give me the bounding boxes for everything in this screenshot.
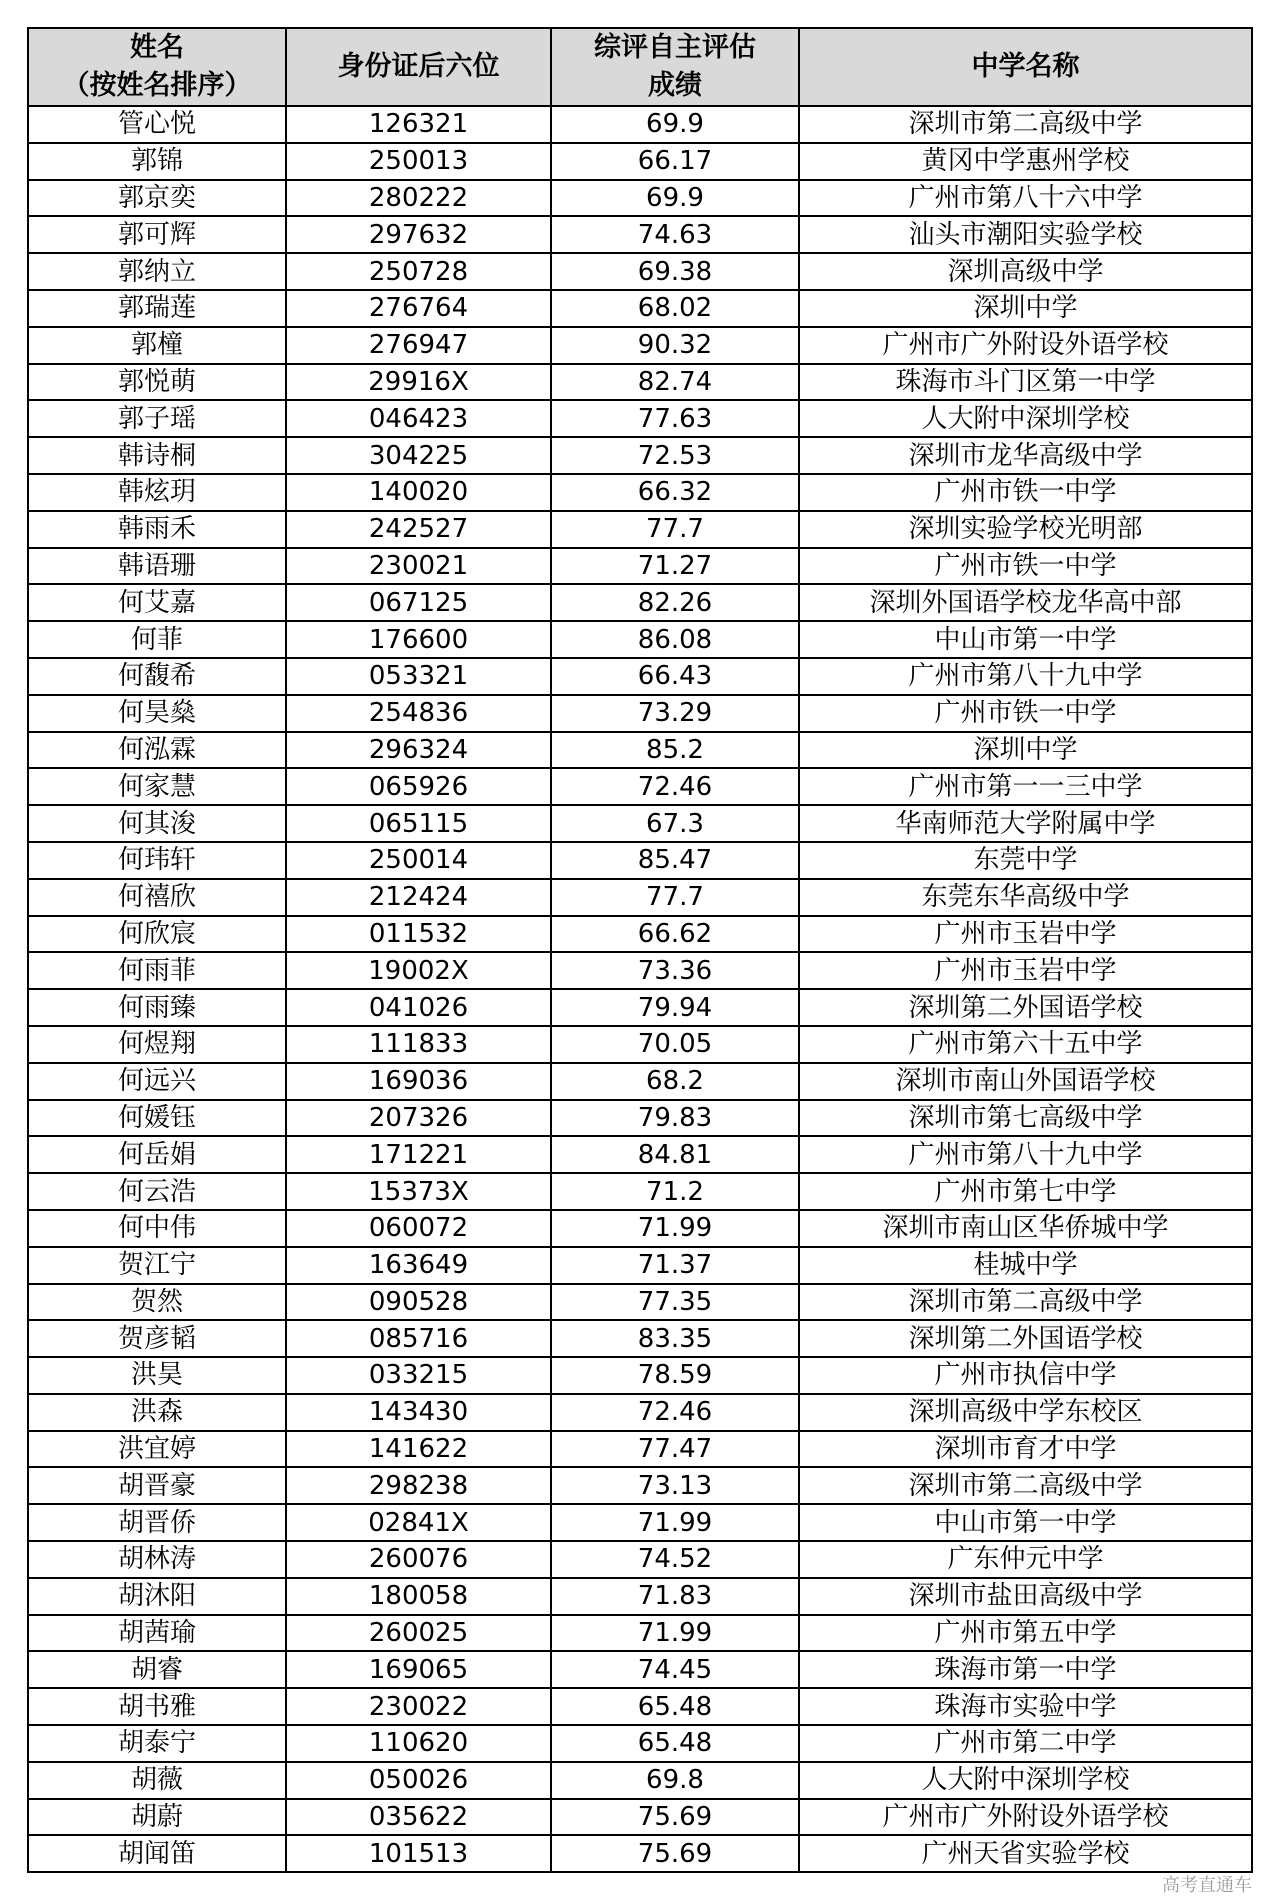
table-row (28, 143, 1252, 180)
header-id: 身份证后六位 (286, 28, 551, 106)
table-row (28, 1799, 1252, 1836)
cell-score: 68.2 (551, 1063, 799, 1100)
cell-score: 90.32 (551, 327, 799, 364)
table-row (28, 879, 1252, 916)
cell-id: 304225 (286, 437, 551, 474)
cell-school: 广州市铁一中学 (799, 548, 1252, 585)
cell-school: 珠海市第一中学 (799, 1651, 1252, 1688)
cell-id: 242527 (286, 511, 551, 548)
cell-score: 72.53 (551, 437, 799, 474)
header-score-line1: 综评自主评估 (594, 32, 756, 63)
cell-id: 011532 (286, 916, 551, 953)
cell-id: 060072 (286, 1210, 551, 1247)
cell-school: 珠海市斗门区第一中学 (799, 364, 1252, 401)
cell-name: 洪宜婷 (28, 1431, 286, 1468)
table-row (28, 989, 1252, 1026)
table-row (28, 732, 1252, 769)
table-row (28, 1063, 1252, 1100)
cell-name: 何远兴 (28, 1063, 286, 1100)
cell-id: 19002X (286, 952, 551, 989)
cell-school: 广州市第八十六中学 (799, 180, 1252, 217)
cell-score: 71.99 (551, 1504, 799, 1541)
table-row (28, 1284, 1252, 1321)
cell-school: 深圳市育才中学 (799, 1431, 1252, 1468)
cell-school: 深圳市第二高级中学 (799, 1467, 1252, 1504)
cell-school: 广州市第一一三中学 (799, 768, 1252, 805)
cell-score: 70.05 (551, 1026, 799, 1063)
cell-name: 胡茜瑜 (28, 1615, 286, 1652)
cell-name: 胡书雅 (28, 1688, 286, 1725)
cell-score: 71.2 (551, 1173, 799, 1210)
cell-id: 260025 (286, 1615, 551, 1652)
cell-id: 090528 (286, 1284, 551, 1321)
cell-score: 79.94 (551, 989, 799, 1026)
cell-name: 胡沐阳 (28, 1578, 286, 1615)
table-row (28, 1541, 1252, 1578)
cell-school: 黄冈中学惠州学校 (799, 143, 1252, 180)
cell-name: 何其浚 (28, 805, 286, 842)
cell-name: 何欣宸 (28, 916, 286, 953)
header-row (28, 28, 1252, 106)
cell-id: 126321 (286, 106, 551, 143)
cell-school: 东莞东华高级中学 (799, 879, 1252, 916)
table-row (28, 1467, 1252, 1504)
header-name-line1: 姓名 (130, 32, 184, 63)
cell-score: 74.52 (551, 1541, 799, 1578)
cell-school: 广州市铁一中学 (799, 695, 1252, 732)
table-row (28, 1688, 1252, 1725)
cell-name: 郭悦萌 (28, 364, 286, 401)
cell-school: 深圳市第二高级中学 (799, 1284, 1252, 1321)
cell-name: 胡薇 (28, 1762, 286, 1799)
cell-id: 02841X (286, 1504, 551, 1541)
cell-score: 82.26 (551, 584, 799, 621)
cell-score: 66.43 (551, 658, 799, 695)
cell-name: 何媛钰 (28, 1100, 286, 1137)
cell-score: 78.59 (551, 1357, 799, 1394)
table-row (28, 1026, 1252, 1063)
table-row (28, 1615, 1252, 1652)
cell-id: 067125 (286, 584, 551, 621)
cell-score: 72.46 (551, 1394, 799, 1431)
cell-score: 73.36 (551, 952, 799, 989)
cell-id: 207326 (286, 1100, 551, 1137)
cell-score: 65.48 (551, 1725, 799, 1762)
cell-name: 胡闻笛 (28, 1835, 286, 1872)
cell-score: 71.83 (551, 1578, 799, 1615)
cell-name: 何岳娟 (28, 1136, 286, 1173)
cell-score: 66.32 (551, 474, 799, 511)
cell-id: 171221 (286, 1136, 551, 1173)
cell-name: 何家慧 (28, 768, 286, 805)
cell-id: 29916X (286, 364, 551, 401)
cell-school: 深圳外国语学校龙华高中部 (799, 584, 1252, 621)
cell-school: 深圳第二外国语学校 (799, 1320, 1252, 1357)
cell-id: 169036 (286, 1063, 551, 1100)
cell-id: 035622 (286, 1799, 551, 1836)
cell-score: 83.35 (551, 1320, 799, 1357)
table-row (28, 1357, 1252, 1394)
cell-school: 人大附中深圳学校 (799, 400, 1252, 437)
cell-id: 260076 (286, 1541, 551, 1578)
cell-name: 胡睿 (28, 1651, 286, 1688)
cell-school: 汕头市潮阳实验学校 (799, 216, 1252, 253)
cell-id: 180058 (286, 1578, 551, 1615)
table-row (28, 916, 1252, 953)
cell-id: 276764 (286, 290, 551, 327)
cell-score: 86.08 (551, 621, 799, 658)
cell-school: 广州市玉岩中学 (799, 916, 1252, 953)
cell-id: 230021 (286, 548, 551, 585)
table-row (28, 548, 1252, 585)
table-row (28, 952, 1252, 989)
cell-school: 深圳高级中学东校区 (799, 1394, 1252, 1431)
cell-score: 85.2 (551, 732, 799, 769)
cell-school: 广州市第五中学 (799, 1615, 1252, 1652)
cell-school: 广州市第六十五中学 (799, 1026, 1252, 1063)
cell-id: 141622 (286, 1431, 551, 1468)
cell-name: 何禧欣 (28, 879, 286, 916)
cell-score: 77.47 (551, 1431, 799, 1468)
cell-name: 郭子瑶 (28, 400, 286, 437)
cell-id: 053321 (286, 658, 551, 695)
table-row (28, 658, 1252, 695)
cell-school: 深圳市盐田高级中学 (799, 1578, 1252, 1615)
table-row (28, 842, 1252, 879)
table-row (28, 1210, 1252, 1247)
cell-score: 66.17 (551, 143, 799, 180)
cell-school: 深圳高级中学 (799, 253, 1252, 290)
cell-school: 深圳市第七高级中学 (799, 1100, 1252, 1137)
table-row (28, 1247, 1252, 1284)
header-score-line2: 成绩 (648, 70, 702, 101)
cell-school: 深圳市南山外国语学校 (799, 1063, 1252, 1100)
cell-score: 75.69 (551, 1799, 799, 1836)
cell-name: 胡林涛 (28, 1541, 286, 1578)
cell-id: 296324 (286, 732, 551, 769)
cell-id: 250013 (286, 143, 551, 180)
cell-id: 280222 (286, 180, 551, 217)
cell-score: 74.45 (551, 1651, 799, 1688)
cell-name: 韩诗桐 (28, 437, 286, 474)
table-row (28, 400, 1252, 437)
header-score (551, 28, 799, 106)
cell-score: 82.74 (551, 364, 799, 401)
table-row (28, 1835, 1252, 1872)
cell-school: 深圳中学 (799, 732, 1252, 769)
cell-name: 何煜翔 (28, 1026, 286, 1063)
cell-id: 297632 (286, 216, 551, 253)
cell-school: 深圳市龙华高级中学 (799, 437, 1252, 474)
table-row (28, 290, 1252, 327)
table-row (28, 1394, 1252, 1431)
table-header (28, 28, 1252, 106)
cell-score: 65.48 (551, 1688, 799, 1725)
table-body (28, 106, 1252, 1872)
cell-id: 101513 (286, 1835, 551, 1872)
cell-id: 085716 (286, 1320, 551, 1357)
table-row (28, 474, 1252, 511)
table-row (28, 1431, 1252, 1468)
table-row (28, 253, 1252, 290)
cell-name: 郭橦 (28, 327, 286, 364)
cell-school: 广州市广外附设外语学校 (799, 327, 1252, 364)
cell-score: 77.35 (551, 1284, 799, 1321)
cell-score: 69.9 (551, 180, 799, 217)
cell-school: 深圳实验学校光明部 (799, 511, 1252, 548)
cell-school: 广州市铁一中学 (799, 474, 1252, 511)
cell-school: 深圳市南山区华侨城中学 (799, 1210, 1252, 1247)
cell-name: 郭可辉 (28, 216, 286, 253)
cell-name: 何雨菲 (28, 952, 286, 989)
cell-score: 79.83 (551, 1100, 799, 1137)
table-row (28, 805, 1252, 842)
cell-id: 250728 (286, 253, 551, 290)
cell-id: 065115 (286, 805, 551, 842)
cell-name: 洪森 (28, 1394, 286, 1431)
cell-score: 67.3 (551, 805, 799, 842)
cell-score: 77.7 (551, 511, 799, 548)
table-row (28, 364, 1252, 401)
cell-score: 69.9 (551, 106, 799, 143)
cell-name: 韩炫玥 (28, 474, 286, 511)
cell-name: 韩雨禾 (28, 511, 286, 548)
cell-school: 广州市广外附设外语学校 (799, 1799, 1252, 1836)
cell-name: 胡晋豪 (28, 1467, 286, 1504)
cell-score: 77.7 (551, 879, 799, 916)
cell-score: 71.99 (551, 1615, 799, 1652)
cell-name: 郭瑞莲 (28, 290, 286, 327)
cell-id: 041026 (286, 989, 551, 1026)
header-name-line2: （按姓名排序） (62, 70, 252, 101)
cell-id: 111833 (286, 1026, 551, 1063)
cell-score: 75.69 (551, 1835, 799, 1872)
cell-score: 71.37 (551, 1247, 799, 1284)
cell-id: 110620 (286, 1725, 551, 1762)
table-row (28, 180, 1252, 217)
cell-id: 143430 (286, 1394, 551, 1431)
cell-id: 250014 (286, 842, 551, 879)
cell-school: 中山市第一中学 (799, 621, 1252, 658)
cell-id: 15373X (286, 1173, 551, 1210)
cell-school: 广州市第七中学 (799, 1173, 1252, 1210)
cell-name: 何中伟 (28, 1210, 286, 1247)
score-table (27, 27, 1253, 1873)
cell-name: 何馥希 (28, 658, 286, 695)
cell-name: 何雨臻 (28, 989, 286, 1026)
cell-name: 郭京奕 (28, 180, 286, 217)
cell-id: 212424 (286, 879, 551, 916)
cell-id: 169065 (286, 1651, 551, 1688)
watermark: 高考直通车 (1162, 1875, 1252, 1896)
table-row (28, 1578, 1252, 1615)
cell-name: 贺彦韬 (28, 1320, 286, 1357)
table-row (28, 621, 1252, 658)
table-row (28, 437, 1252, 474)
cell-score: 69.8 (551, 1762, 799, 1799)
cell-score: 73.13 (551, 1467, 799, 1504)
cell-name: 贺江宁 (28, 1247, 286, 1284)
cell-school: 珠海市实验中学 (799, 1688, 1252, 1725)
cell-name: 何云浩 (28, 1173, 286, 1210)
table-row (28, 106, 1252, 143)
cell-id: 276947 (286, 327, 551, 364)
table-row (28, 327, 1252, 364)
cell-score: 73.29 (551, 695, 799, 732)
cell-school: 人大附中深圳学校 (799, 1762, 1252, 1799)
cell-name: 贺然 (28, 1284, 286, 1321)
cell-id: 033215 (286, 1357, 551, 1394)
table-row (28, 1762, 1252, 1799)
cell-name: 胡晋侨 (28, 1504, 286, 1541)
table-row (28, 1173, 1252, 1210)
cell-score: 71.27 (551, 548, 799, 585)
cell-id: 163649 (286, 1247, 551, 1284)
table-row (28, 511, 1252, 548)
cell-school: 华南师范大学附属中学 (799, 805, 1252, 842)
table-row (28, 1651, 1252, 1688)
cell-name: 韩语珊 (28, 548, 286, 585)
cell-name: 管心悦 (28, 106, 286, 143)
cell-school: 广州市玉岩中学 (799, 952, 1252, 989)
cell-school: 深圳市第二高级中学 (799, 106, 1252, 143)
cell-score: 68.02 (551, 290, 799, 327)
cell-score: 74.63 (551, 216, 799, 253)
header-school: 中学名称 (799, 28, 1252, 106)
cell-school: 深圳第二外国语学校 (799, 989, 1252, 1026)
cell-school: 中山市第一中学 (799, 1504, 1252, 1541)
table-row (28, 584, 1252, 621)
table-row (28, 768, 1252, 805)
cell-school: 广州市第八十九中学 (799, 1136, 1252, 1173)
cell-id: 046423 (286, 400, 551, 437)
cell-score: 77.63 (551, 400, 799, 437)
cell-score: 69.38 (551, 253, 799, 290)
cell-id: 176600 (286, 621, 551, 658)
table-row (28, 1725, 1252, 1762)
cell-school: 广州市第八十九中学 (799, 658, 1252, 695)
table-row (28, 1136, 1252, 1173)
cell-name: 何菲 (28, 621, 286, 658)
cell-name: 何艾嘉 (28, 584, 286, 621)
cell-school: 广州市执信中学 (799, 1357, 1252, 1394)
cell-name: 郭纳立 (28, 253, 286, 290)
cell-score: 72.46 (551, 768, 799, 805)
table-row (28, 695, 1252, 732)
table-row (28, 1100, 1252, 1137)
cell-score: 66.62 (551, 916, 799, 953)
cell-name: 何昊燊 (28, 695, 286, 732)
cell-school: 广州天省实验学校 (799, 1835, 1252, 1872)
cell-school: 广州市第二中学 (799, 1725, 1252, 1762)
cell-id: 298238 (286, 1467, 551, 1504)
cell-school: 桂城中学 (799, 1247, 1252, 1284)
cell-school: 深圳中学 (799, 290, 1252, 327)
table-row (28, 1320, 1252, 1357)
cell-name: 何泓霖 (28, 732, 286, 769)
cell-name: 何玮轩 (28, 842, 286, 879)
cell-school: 广东仲元中学 (799, 1541, 1252, 1578)
cell-score: 84.81 (551, 1136, 799, 1173)
table-row (28, 216, 1252, 253)
cell-id: 254836 (286, 695, 551, 732)
cell-name: 胡蔚 (28, 1799, 286, 1836)
cell-name: 胡泰宁 (28, 1725, 286, 1762)
cell-name: 洪昊 (28, 1357, 286, 1394)
cell-id: 140020 (286, 474, 551, 511)
header-name (28, 28, 286, 106)
cell-school: 东莞中学 (799, 842, 1252, 879)
cell-id: 230022 (286, 1688, 551, 1725)
cell-score: 85.47 (551, 842, 799, 879)
cell-id: 050026 (286, 1762, 551, 1799)
cell-name: 郭锦 (28, 143, 286, 180)
cell-score: 71.99 (551, 1210, 799, 1247)
cell-id: 065926 (286, 768, 551, 805)
table-row (28, 1504, 1252, 1541)
